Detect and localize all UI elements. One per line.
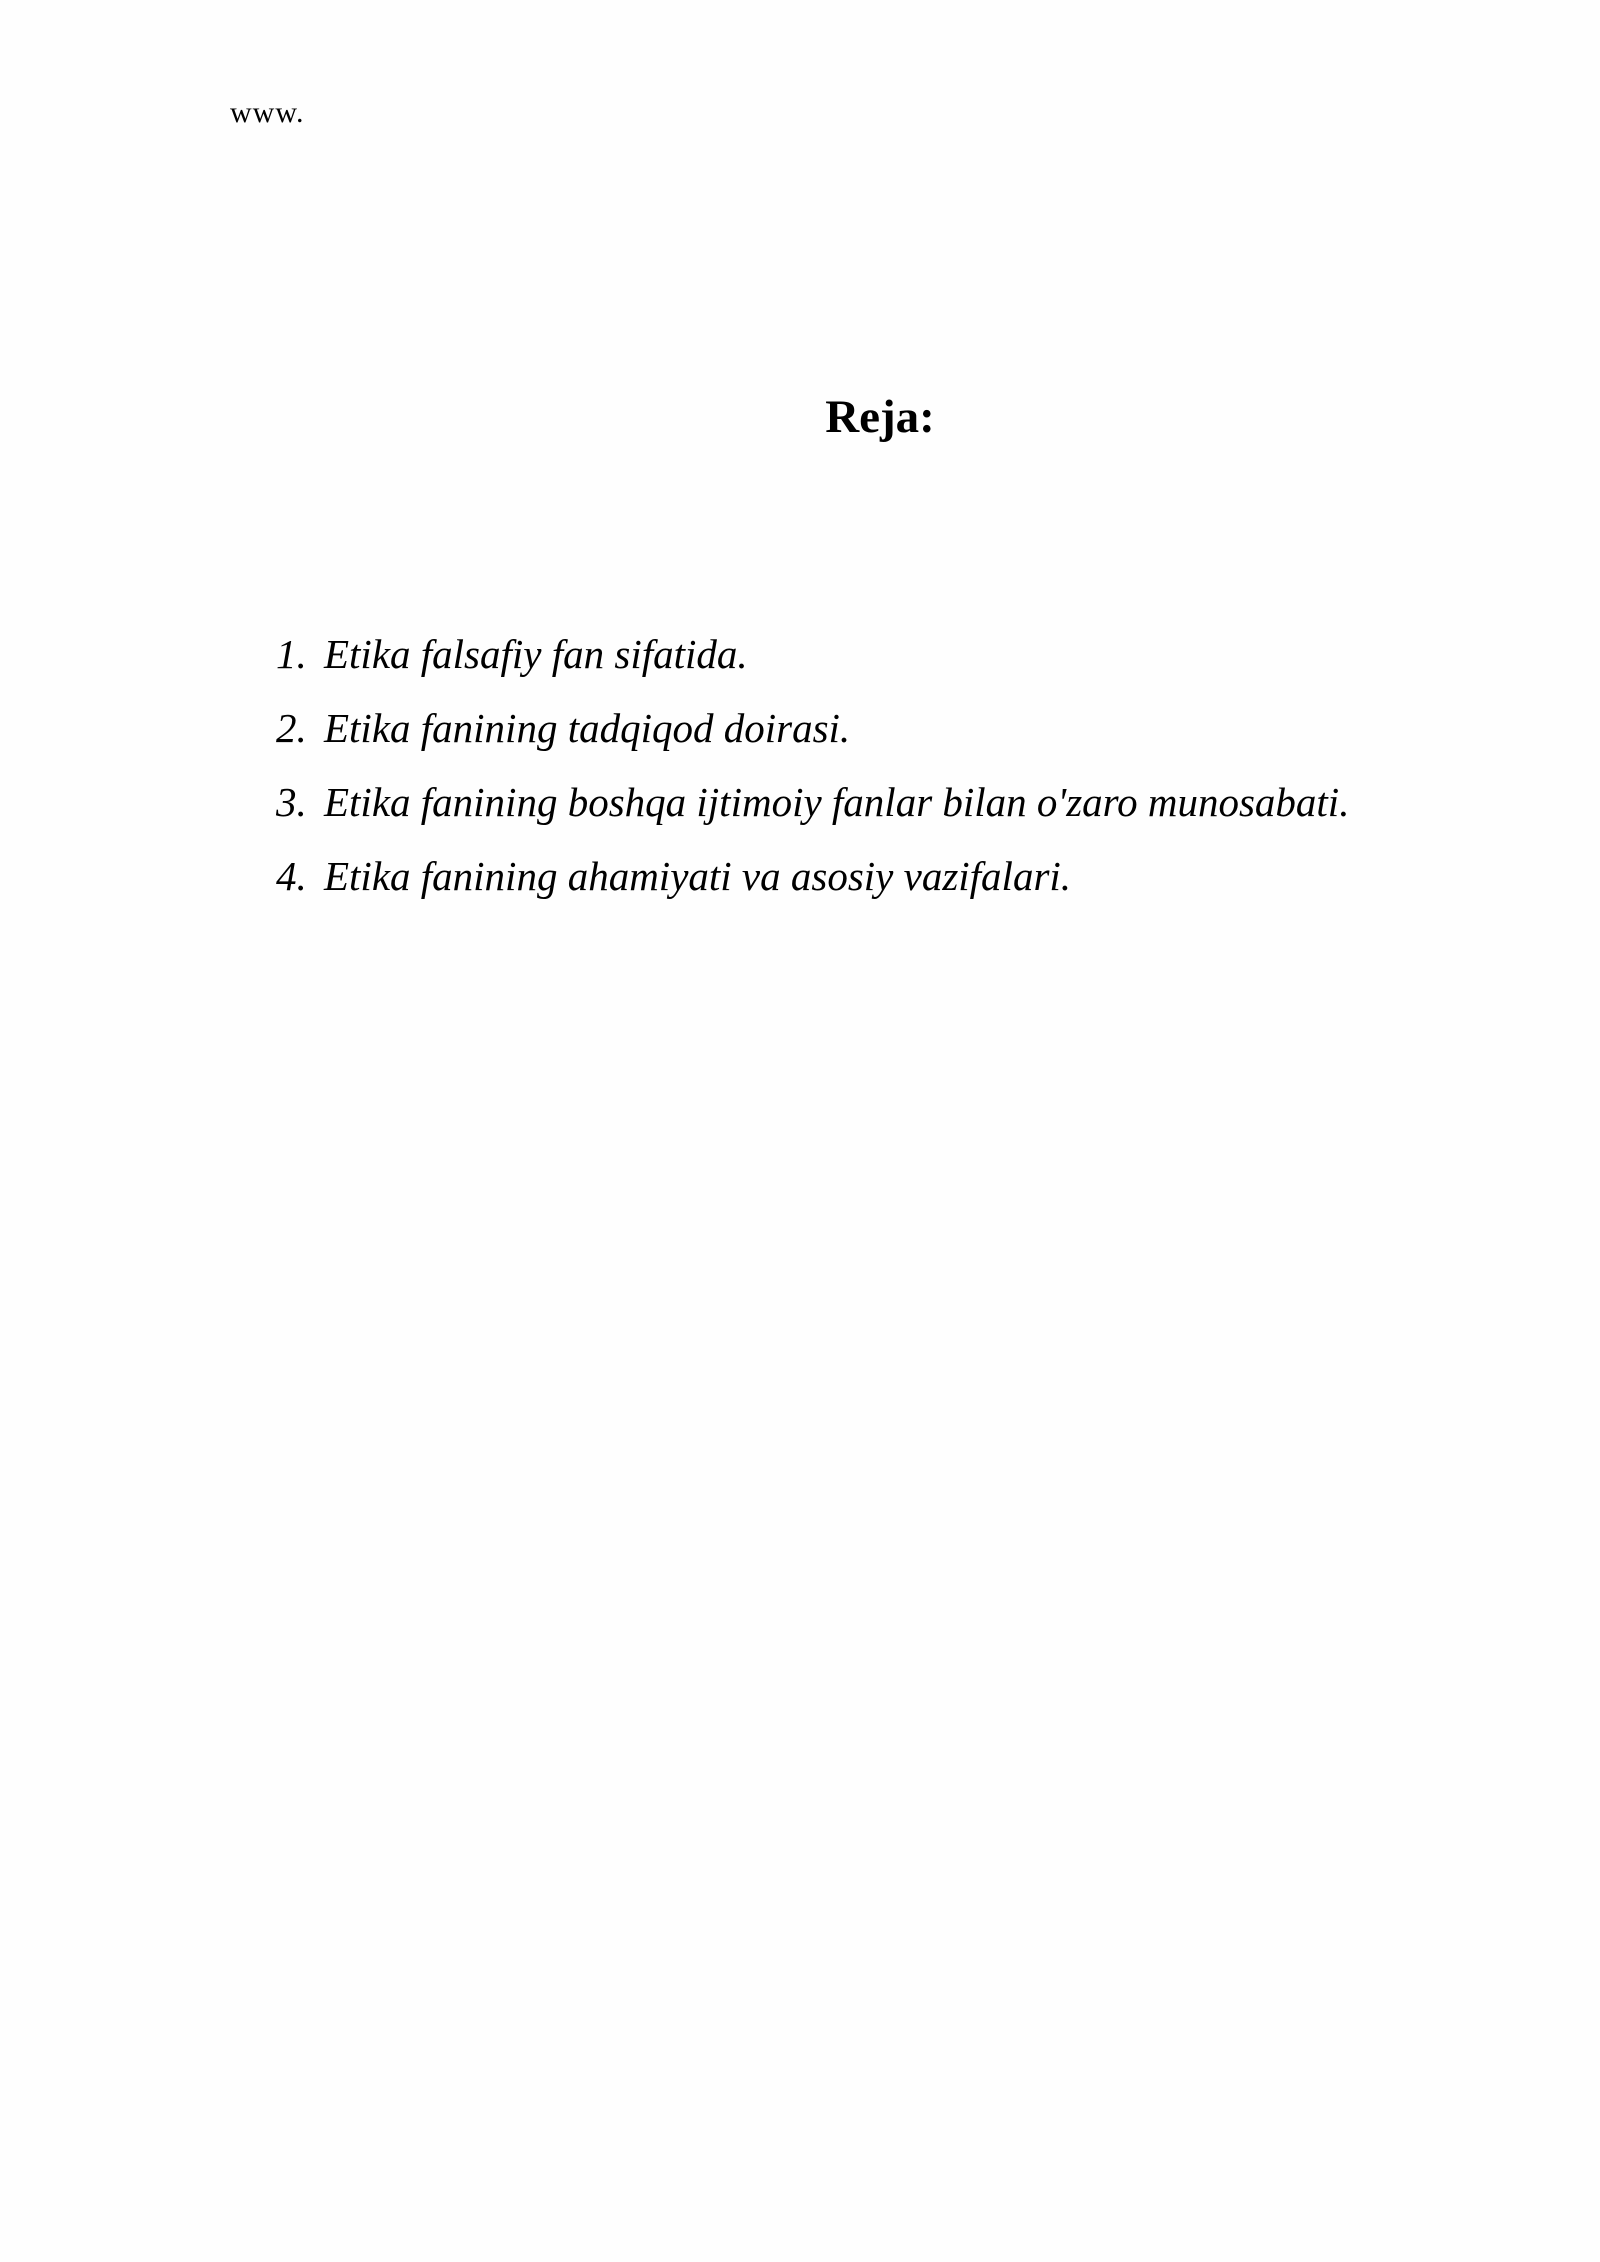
header-url-text: www. — [230, 96, 305, 129]
plan-item-number: 4. — [276, 853, 307, 899]
plan-item-number: 1. — [276, 631, 307, 677]
plan-list — [276, 617, 1349, 913]
plan-item-number: 3. — [276, 779, 307, 825]
plan-item-text: Etika fanining tadqiqod doirasi. — [324, 705, 851, 751]
plan-item-4 — [276, 839, 1349, 913]
plan-item-text: Etika fanining boshqa ijtimoiy fanlar bilan o'zaro munosabati. — [324, 779, 1350, 825]
plan-item-2 — [276, 691, 1349, 765]
plan-item-text: Etika fanining ahamiyati va asosiy vazifalari. — [324, 853, 1072, 899]
plan-item-1 — [276, 617, 1349, 691]
page-title: Reja: — [825, 391, 935, 443]
plan-item-text: Etika falsafiy fan sifatida. — [324, 631, 748, 677]
plan-item-number: 2. — [276, 705, 307, 751]
plan-item-3 — [276, 765, 1349, 839]
